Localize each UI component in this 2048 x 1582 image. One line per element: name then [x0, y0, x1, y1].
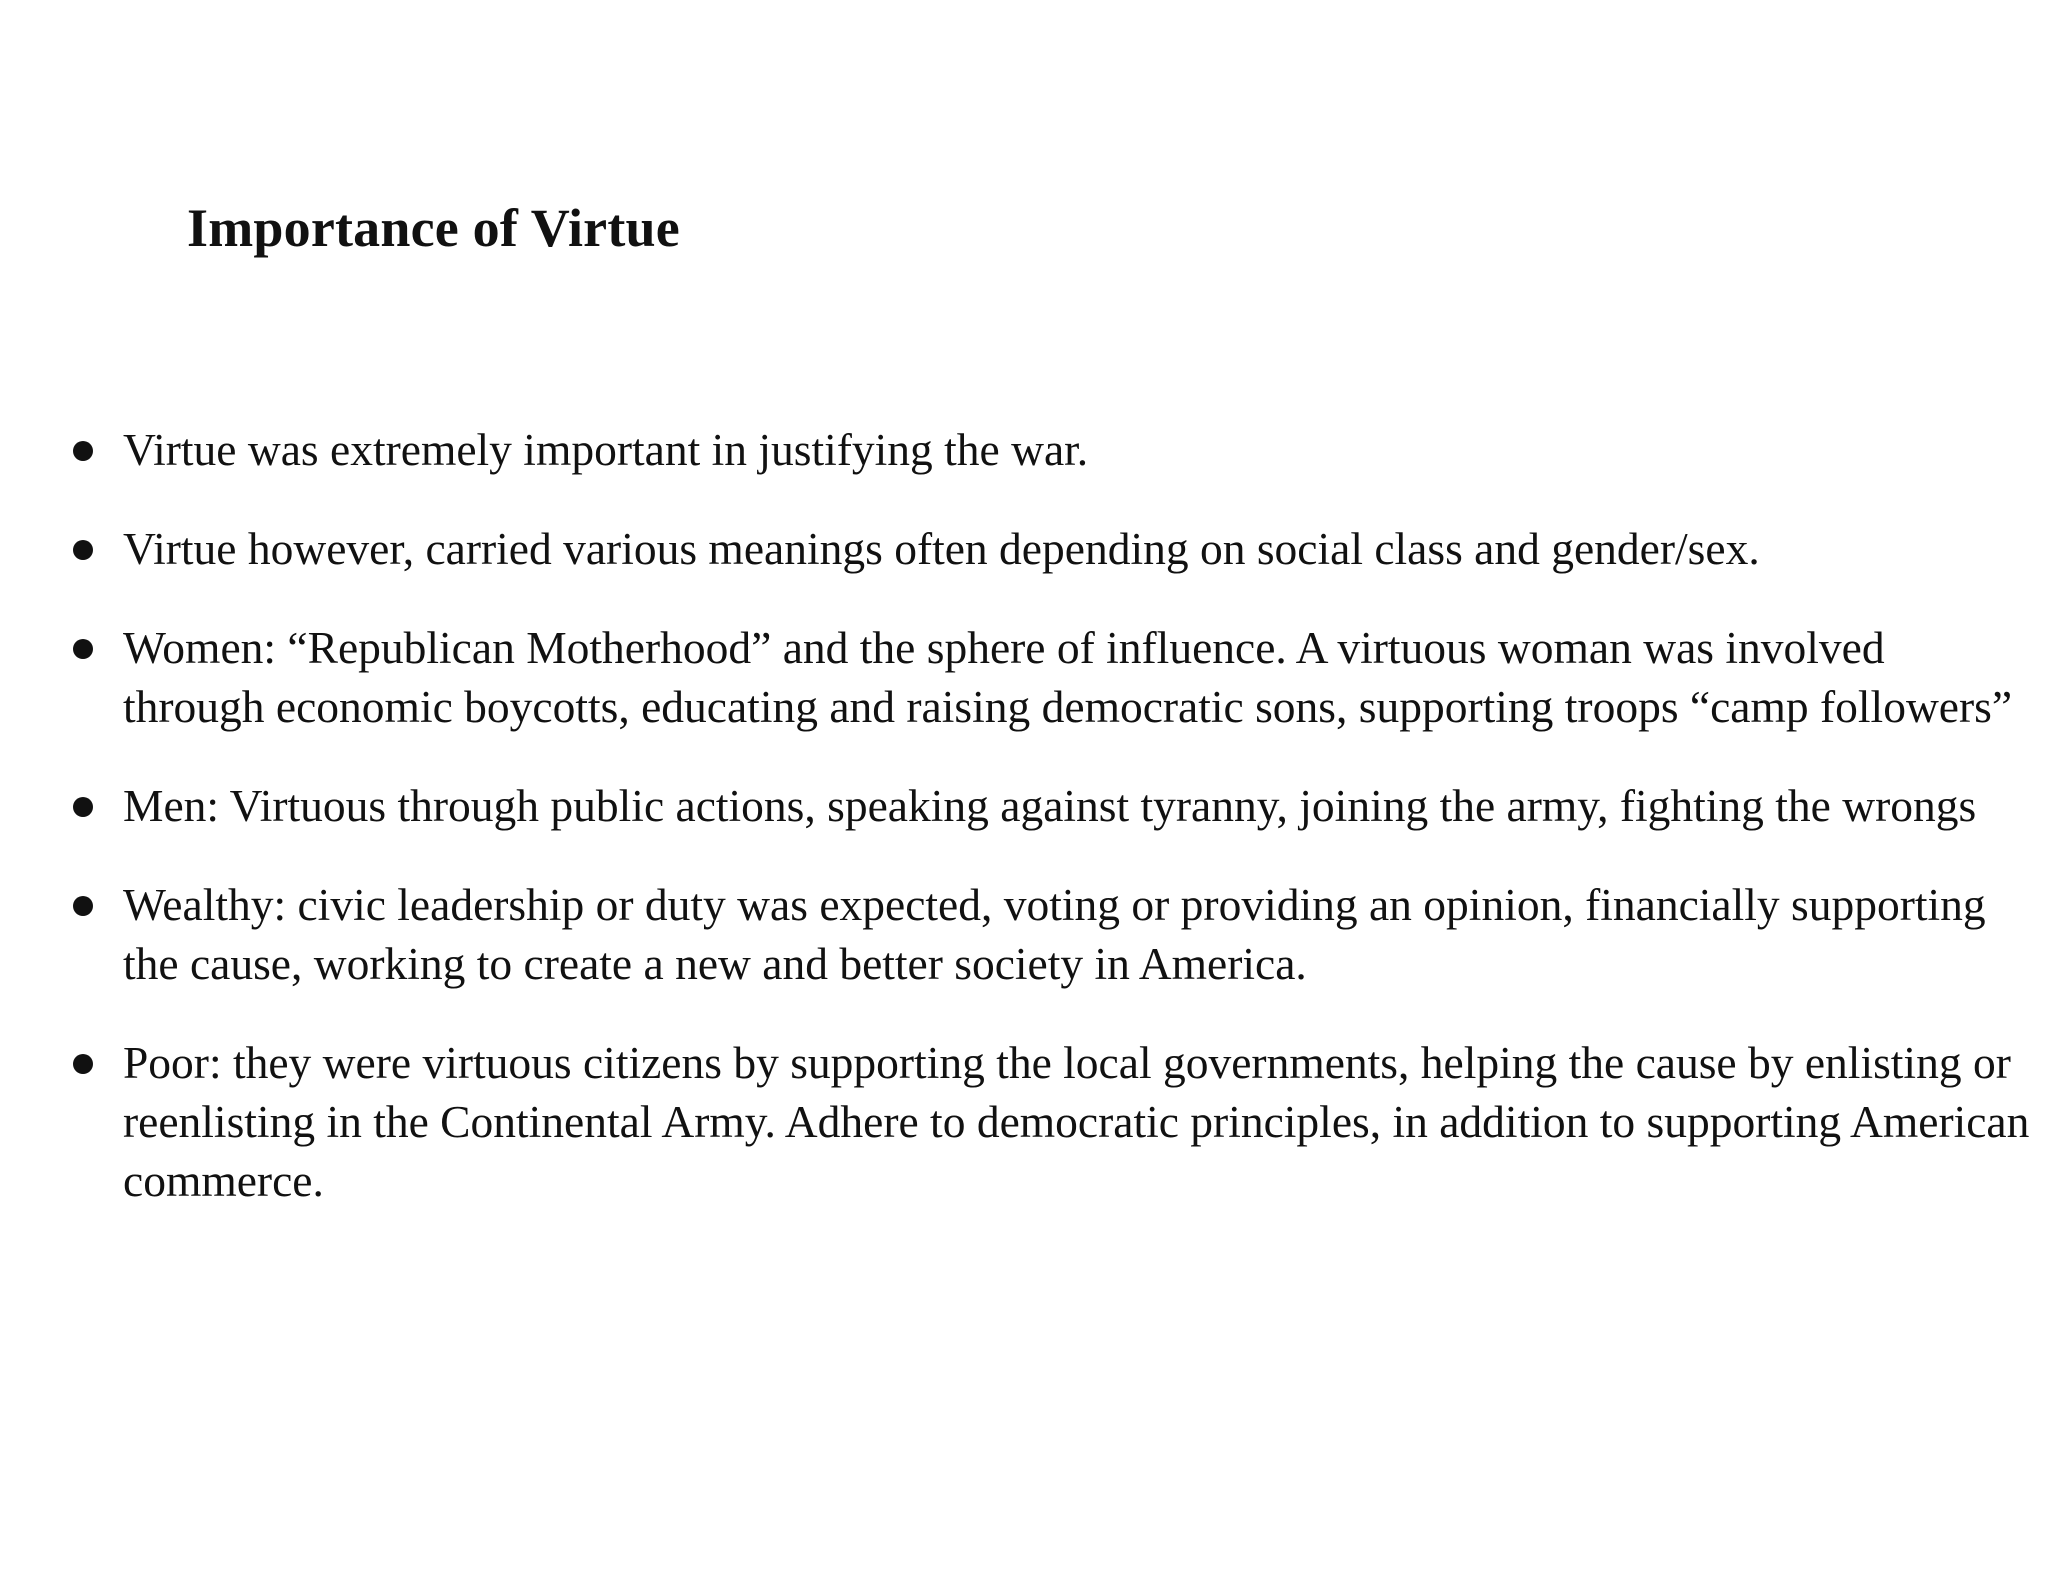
- bullet-icon: [73, 540, 93, 560]
- bullet-icon: [73, 1054, 93, 1074]
- bullet-icon: [73, 441, 93, 461]
- bullet-item: [70, 1033, 2030, 1210]
- bullet-text: Virtue was extremely important in justifying the war.: [123, 424, 1089, 475]
- bullet-item: [70, 618, 2030, 736]
- bullet-item: [70, 519, 2030, 578]
- bullet-text: Poor: they were virtuous citizens by supporting the local governments, helping the cause by enlisting or reenlisting in the Continental Army. Adhere to democratic principles, in addition to supporting American commerce.: [123, 1037, 2030, 1206]
- slide-title: Importance of Virtue: [187, 198, 680, 258]
- bullet-text: Men: Virtuous through public actions, speaking against tyranny, joining the army, fighting the wrongs: [123, 780, 1977, 831]
- bullet-item: [70, 420, 2030, 479]
- bullet-text: Wealthy: civic leadership or duty was expected, voting or providing an opinion, financially supporting the cause, working to create a new and better society in America.: [123, 879, 1986, 989]
- bullet-icon: [73, 639, 93, 659]
- bullet-icon: [73, 797, 93, 817]
- bullet-text: Women: “Republican Motherhood” and the sphere of influence. A virtuous woman was involved through economic boycotts, educating and raising democratic sons, supporting troops “camp followers”: [123, 622, 2013, 732]
- bullet-text: Virtue however, carried various meanings often depending on social class and gender/sex.: [123, 523, 1760, 574]
- bullet-item: [70, 776, 2030, 835]
- bullet-list: [70, 420, 2030, 1250]
- bullet-icon: [73, 896, 93, 916]
- bullet-item: [70, 875, 2030, 993]
